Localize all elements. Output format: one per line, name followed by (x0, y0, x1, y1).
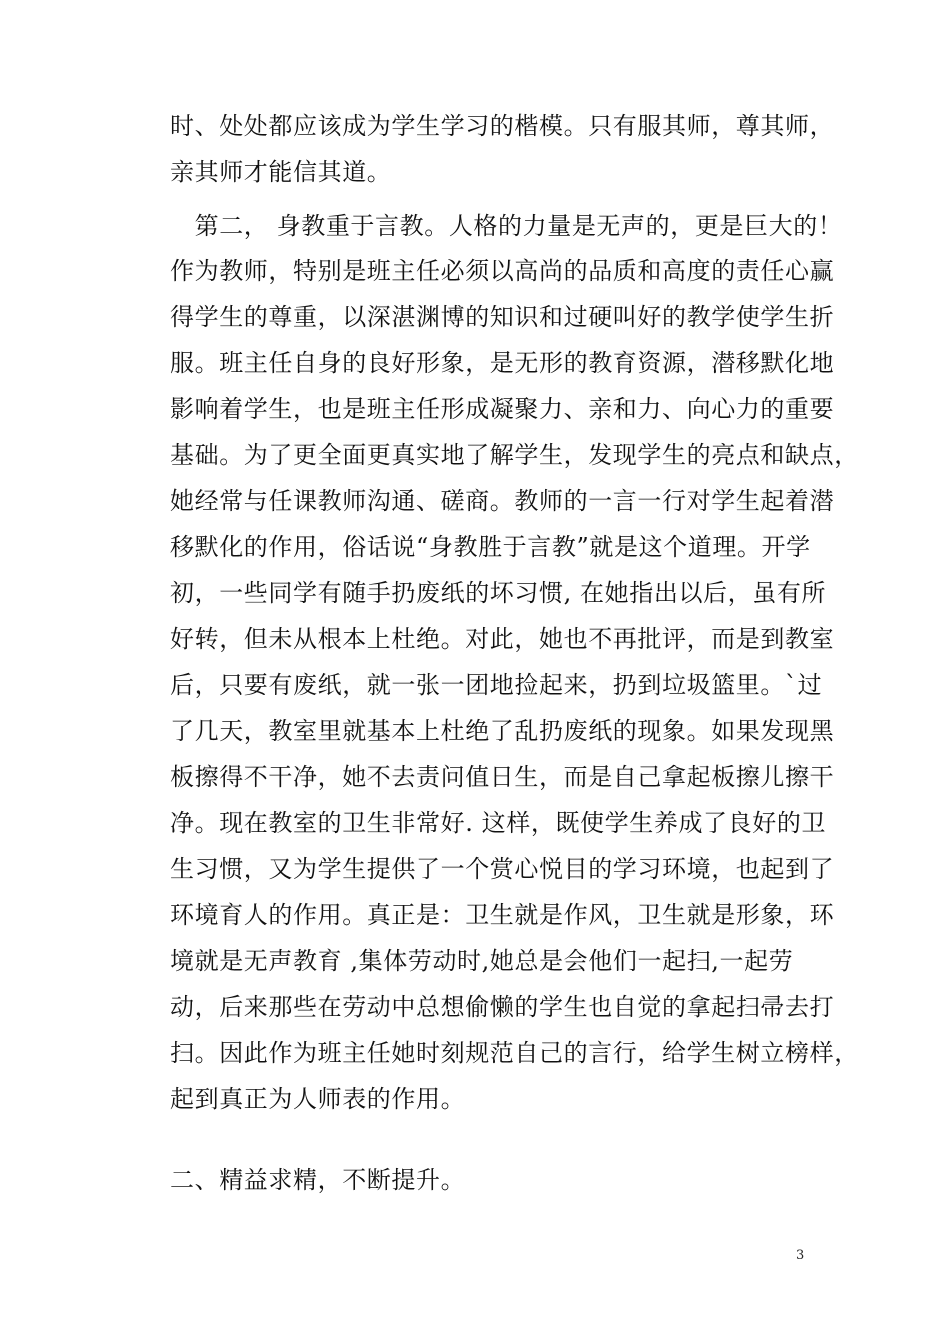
body-text-line: 净。现在教室的卫生非常好. 这样，既使学生养成了良好的卫 (170, 809, 827, 837)
page-number: 3 (796, 1248, 805, 1263)
body-text-line: 影响着学生，也是班主任形成凝聚力、亲和力、向心力的重要 (170, 395, 835, 423)
body-text-line: 时、处处都应该成为学生学习的楷模。只有服其师，尊其师， (170, 112, 835, 140)
body-text-line: 移默化的作用，俗话说“身教胜于言教”就是这个道理。开学 (170, 533, 811, 561)
body-text-line: 好转，但未从根本上杜绝。对此，她也不再批评，而是到教室 (170, 625, 835, 653)
body-text-line: 扫。因此作为班主任她时刻规范自己的言行，给学生树立榜样， (170, 1039, 859, 1067)
section-heading: 二、精益求精，不断提升。 (170, 1166, 466, 1194)
body-text-line: 起到真正为人师表的作用。 (170, 1085, 466, 1113)
body-text-line: 境就是无声教育 ,集体劳动时,她总是会他们一起扫,一起劳 (170, 947, 794, 975)
body-text-line: 后，只要有废纸，就一张一团地捡起来，扔到垃圾篮里。`过 (170, 671, 823, 699)
body-text-line: 了几天，教室里就基本上杜绝了乱扔废纸的现象。如果发现黑 (170, 717, 835, 745)
body-text-line: 服。班主任自身的良好形象，是无形的教育资源，潜移默化地 (170, 349, 835, 377)
body-text-line: 得学生的尊重，以深湛渊博的知识和过硬叫好的教学使学生折 (170, 303, 835, 331)
body-text-line: 生习惯，又为学生提供了一个赏心悦目的学习环境，也起到了 (170, 855, 835, 883)
body-text-line: 基础。为了更全面更真实地了解学生，发现学生的亮点和缺点， (170, 441, 859, 469)
body-text-line: 亲其师才能信其道。 (170, 158, 392, 186)
body-text-line: 板擦得不干净，她不去责问值日生，而是自己拿起板擦儿擦干 (170, 763, 835, 791)
body-text-line: 初，一些同学有随手扔废纸的坏习惯, 在她指出以后，虽有所 (170, 579, 827, 607)
body-text-line: 她经常与任课教师沟通、磋商。教师的一言一行对学生起着潜 (170, 487, 835, 515)
body-text-line: 环境育人的作用。真正是：卫生就是作风，卫生就是形象，环 (170, 901, 835, 929)
body-text-line: 第二， 身教重于言教。人格的力量是无声的，更是巨大的！ (170, 212, 843, 240)
body-text-line: 作为教师，特别是班主任必须以高尚的品质和高度的责任心赢 (170, 257, 835, 285)
body-text-line: 动，后来那些在劳动中总想偷懒的学生也自觉的拿起扫帚去打 (170, 993, 835, 1021)
